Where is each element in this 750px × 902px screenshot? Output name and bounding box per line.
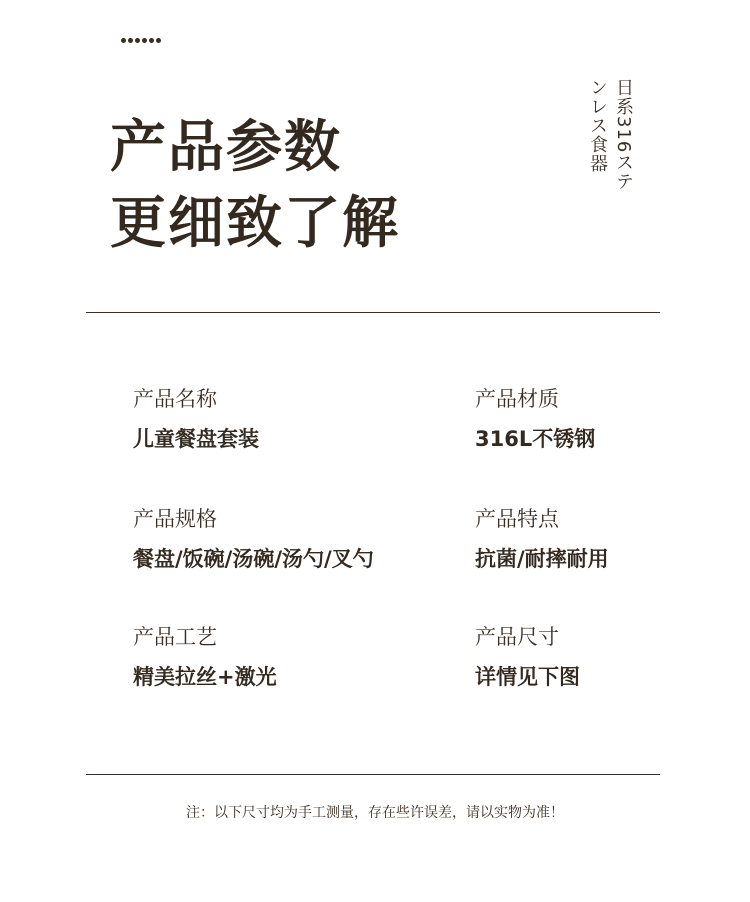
spec-product-name	[133, 386, 259, 452]
page-title	[110, 110, 400, 262]
spec-specification	[133, 506, 374, 572]
spec-craft	[133, 624, 277, 690]
vertical-tag-line-1: 日系316ステ	[613, 78, 634, 192]
vertical-tag	[586, 78, 634, 191]
spec-size	[475, 624, 580, 690]
spec-value: 抗菌/耐摔耐用	[475, 547, 609, 571]
vertical-tag-line-2: ンレス食器	[587, 78, 608, 173]
footnote: 注：以下尺寸均为手工测量，存在些许误差，请以实物为准！	[186, 805, 564, 821]
bottom-divider	[86, 774, 660, 775]
dot	[135, 38, 140, 43]
dot	[142, 38, 147, 43]
spec-label: 产品名称	[133, 387, 217, 411]
dot	[149, 38, 154, 43]
decorative-dots	[121, 38, 161, 43]
title-line-2: 更细致了解	[110, 191, 400, 256]
spec-features	[475, 506, 609, 572]
top-divider	[86, 312, 660, 313]
spec-value: 详情见下图	[475, 665, 580, 689]
spec-label: 产品材质	[475, 387, 559, 411]
spec-label: 产品工艺	[133, 625, 217, 649]
spec-value: 餐盘/饭碗/汤碗/汤勺/叉勺	[133, 547, 374, 571]
dot	[156, 38, 161, 43]
spec-value: 316L不锈钢	[475, 427, 596, 451]
title-line-1: 产品参数	[110, 115, 342, 180]
spec-material	[475, 386, 595, 452]
spec-label: 产品特点	[475, 507, 559, 531]
spec-label: 产品规格	[133, 507, 217, 531]
dot	[128, 38, 133, 43]
spec-value: 儿童餐盘套装	[133, 427, 259, 451]
dot	[121, 38, 126, 43]
spec-value: 精美拉丝+激光	[133, 665, 277, 689]
spec-label: 产品尺寸	[475, 625, 559, 649]
